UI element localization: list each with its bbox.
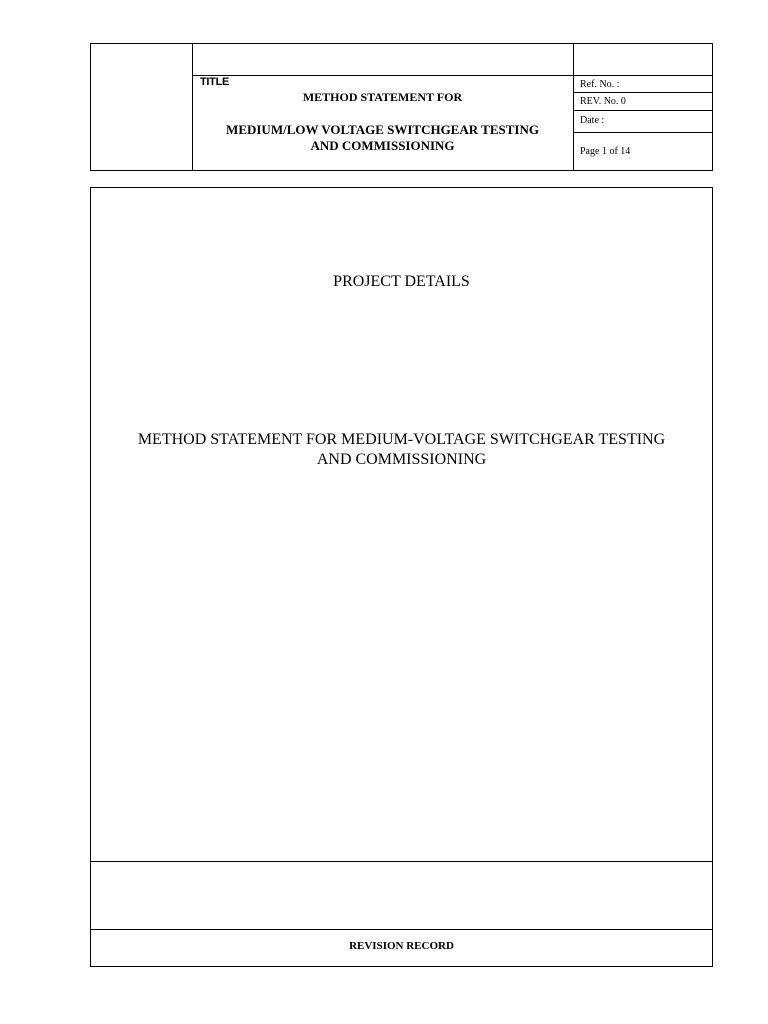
- header-row-divider: [192, 75, 713, 76]
- revision-record-label: REVISION RECORD: [349, 940, 454, 952]
- ref-no-field: Ref. No. :: [580, 79, 620, 90]
- ref-row-divider: [573, 92, 713, 93]
- statement-line1: METHOD STATEMENT FOR MEDIUM-VOLTAGE SWITCHGEAR TESTING: [137, 431, 666, 448]
- header-divider-right: [573, 43, 574, 171]
- rev-row-divider: [573, 110, 713, 111]
- revision-row-divider: [90, 929, 713, 930]
- project-details-heading: PROJECT DETAILS: [333, 273, 470, 290]
- title-label: TITLE: [200, 76, 230, 88]
- header-title-line1: METHOD STATEMENT FOR: [302, 90, 463, 104]
- rev-no-field: REV. No. 0: [580, 96, 626, 107]
- date-row-divider: [573, 132, 713, 133]
- signature-row-divider: [90, 861, 713, 862]
- cover-frame: [90, 187, 713, 967]
- header-title-line2a: MEDIUM/LOW VOLTAGE SWITCHGEAR TESTING: [226, 122, 539, 137]
- date-field: Date :: [580, 115, 605, 126]
- page-number: Page 1 of 14: [580, 146, 631, 157]
- statement-line2: AND COMMISSIONING: [316, 451, 487, 468]
- header-title-line2b: AND COMMISSIONING: [310, 138, 455, 153]
